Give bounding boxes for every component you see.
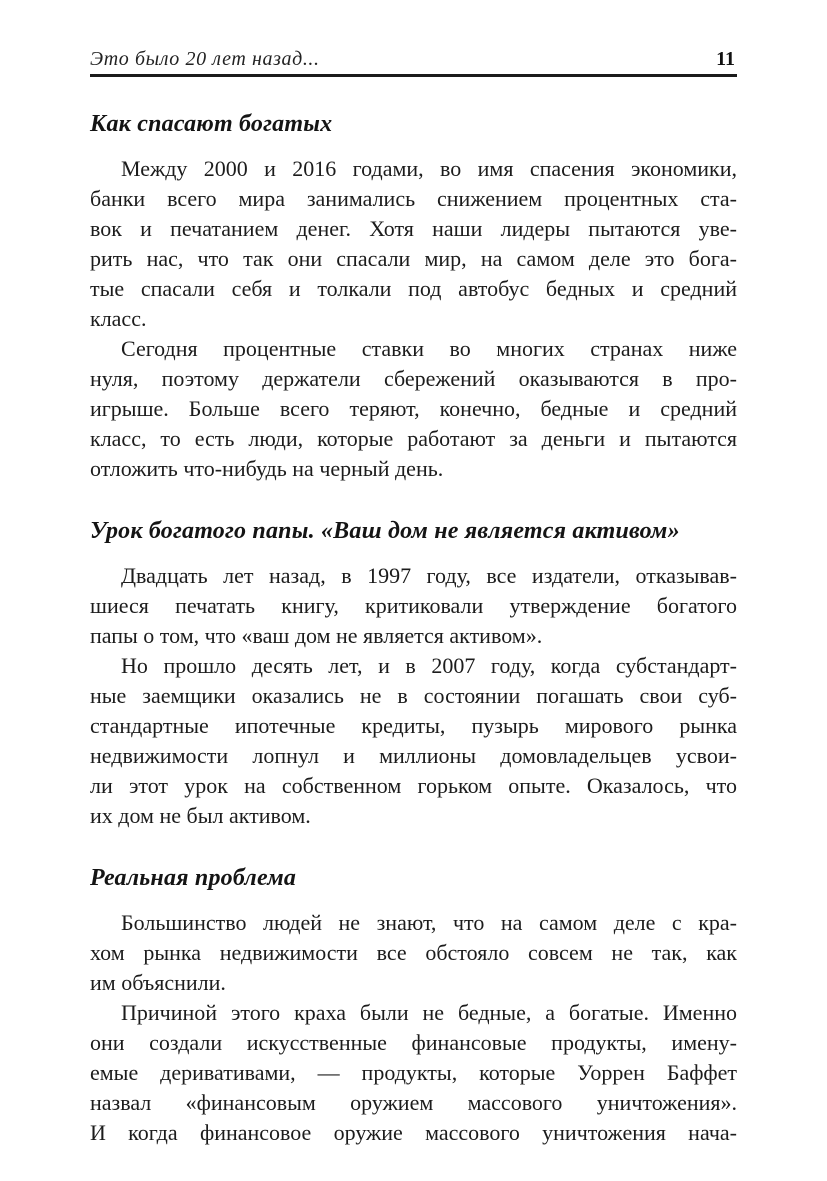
paragraph-line: тые спасали себя и толкали под автобус бедных и средний bbox=[90, 276, 737, 301]
paragraph bbox=[90, 154, 737, 334]
paragraph-line: емые деривативами, — продукты, которые Уоррен Баффет bbox=[90, 1060, 737, 1085]
paragraph-line: хом рынка недвижимости все обстояло совсем не так, как bbox=[90, 940, 737, 965]
paragraph bbox=[90, 908, 737, 998]
running-header bbox=[90, 48, 737, 77]
paragraph-line: класс. bbox=[90, 306, 147, 331]
section-heading: Реальная проблема bbox=[90, 865, 297, 891]
paragraph-line: Большинство людей не знают, что на самом деле с кра- bbox=[121, 910, 737, 935]
paragraph-line: ли этот урок на собственном горьком опыте. Оказалось, что bbox=[90, 773, 737, 798]
paragraph-line: Причиной этого краха были не бедные, а богатые. Именно bbox=[121, 1000, 737, 1025]
section bbox=[90, 516, 737, 831]
paragraph-line: недвижимости лопнул и миллионы домовладельцев усвои- bbox=[90, 743, 737, 768]
section-heading: Как спасают богатых bbox=[90, 111, 333, 137]
paragraph-line: Но прошло десять лет, и в 2007 году, когда субстандарт- bbox=[121, 653, 737, 678]
paragraph-line: Сегодня процентные ставки во многих странах ниже bbox=[121, 336, 737, 361]
paragraph-line: ные заемщики оказались не в состоянии погашать свои суб- bbox=[90, 683, 737, 708]
page-number: 11 bbox=[716, 48, 735, 70]
paragraph-line: назвал «финансовым оружием массового уничтожения». bbox=[90, 1090, 737, 1115]
paragraph-line: стандартные ипотечные кредиты, пузырь мирового рынка bbox=[90, 713, 737, 738]
running-title: Это было 20 лет назад... bbox=[90, 48, 320, 70]
section-heading: Урок богатого папы. «Ваш дом не является активом» bbox=[90, 518, 680, 544]
page-content bbox=[90, 109, 737, 1148]
paragraph bbox=[90, 334, 737, 484]
paragraph-line: они создали искусственные финансовые продукты, имену- bbox=[90, 1030, 737, 1055]
paragraph-line: И когда финансовое оружие массового уничтожения нача- bbox=[90, 1120, 737, 1145]
paragraph-line: класс, то есть люди, которые работают за деньги и пытаются bbox=[90, 426, 737, 451]
paragraph-line: папы о том, что «ваш дом не является активом». bbox=[90, 623, 543, 648]
paragraph-line: банки всего мира занимались снижением процентных ста- bbox=[90, 186, 737, 211]
section bbox=[90, 109, 737, 484]
paragraph bbox=[90, 998, 737, 1148]
paragraph-line: игрыше. Больше всего теряют, конечно, бедные и средний bbox=[90, 396, 737, 421]
paragraph bbox=[90, 561, 737, 651]
paragraph-line: отложить что-нибудь на черный день. bbox=[90, 456, 444, 481]
paragraph-line: вок и печатанием денег. Хотя наши лидеры пытаются уве- bbox=[90, 216, 737, 241]
paragraph-line: их дом не был активом. bbox=[90, 803, 311, 828]
paragraph-line: нуля, поэтому держатели сбережений оказываются в про- bbox=[90, 366, 737, 391]
paragraph-line: шиеся печатать книгу, критиковали утверждение богатого bbox=[90, 593, 737, 618]
paragraph-line: им объяснили. bbox=[90, 970, 226, 995]
paragraph-line: Между 2000 и 2016 годами, во имя спасения экономики, bbox=[121, 156, 737, 181]
paragraph bbox=[90, 651, 737, 831]
paragraph-line: Двадцать лет назад, в 1997 году, все издатели, отказывав- bbox=[121, 563, 737, 588]
paragraph-line: рить нас, что так они спасали мир, на самом деле это бога- bbox=[90, 246, 737, 271]
section bbox=[90, 863, 737, 1148]
